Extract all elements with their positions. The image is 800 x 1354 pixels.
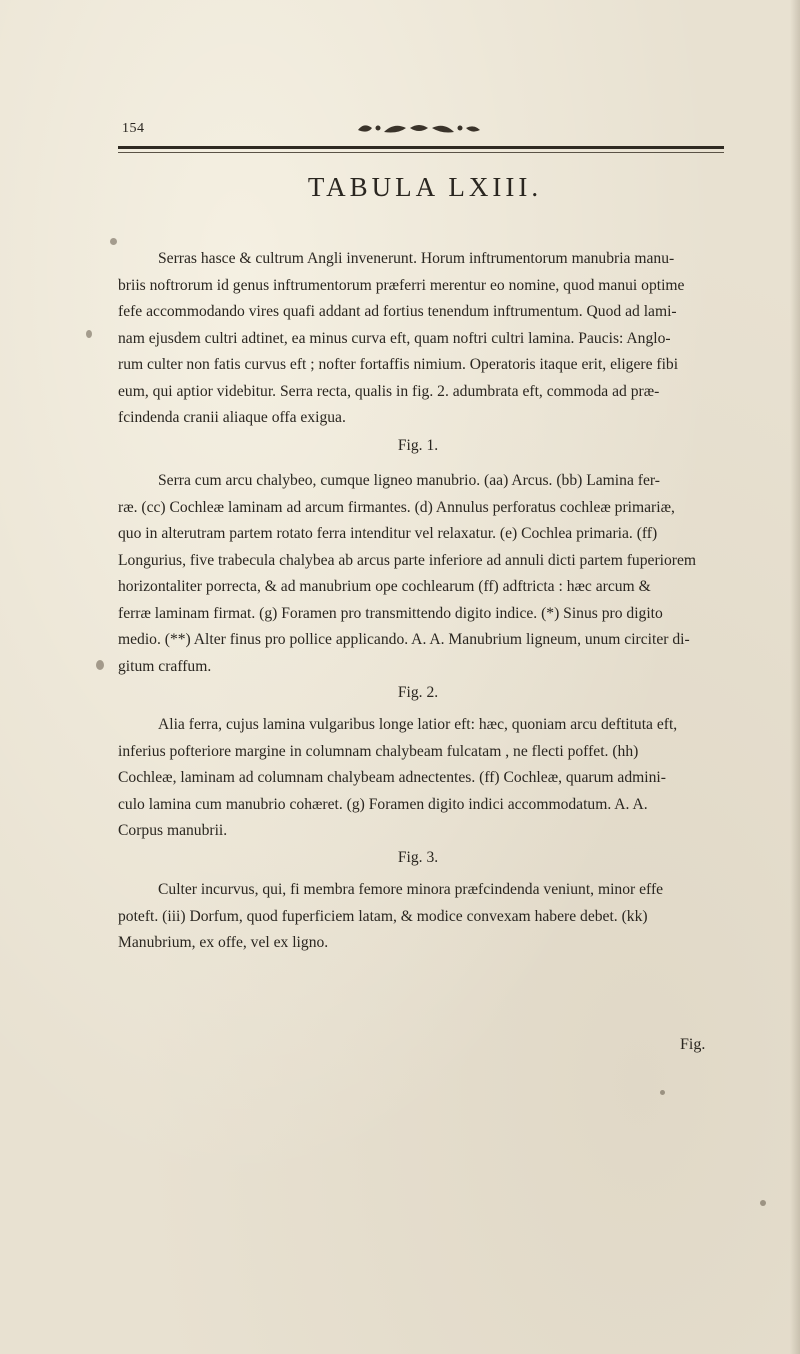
intro-line: fefe accommodando vires quafi addant ad fortius tenendum inftrumentum. Quod ad lami-	[118, 303, 677, 320]
fig2-heading: Fig. 2.	[397, 684, 439, 701]
fig1-line: ferræ laminam firmat. (g) Foramen pro transmittendo digito indice. (*) Sinus pro digito	[118, 604, 663, 622]
fig1-line: Longurius, five trabecula chalybea ab arcus parte inferiore ad annuli dicti partem fuperiorem	[118, 551, 697, 569]
intro-line: nam ejusdem cultri adtinet, ea minus curva eft, quam noftri cultri lamina. Paucis: Anglo-	[118, 329, 671, 347]
paper-speck	[760, 1200, 766, 1206]
fig2-line: Corpus manubrii.	[118, 822, 228, 839]
paper-speck	[110, 238, 117, 245]
plate-title: TABULA LXIII.	[307, 172, 543, 202]
intro-line: fcindenda cranii aliaque offa exigua.	[118, 409, 346, 426]
fig3-line: Culter incurvus, qui, fi membra femore minora præfcindenda veniunt, minor effe	[158, 881, 664, 898]
intro-line: Serras hasce & cultrum Angli invenerunt. Horum inftrumentorum manubria manu-	[158, 250, 675, 267]
fig2-line: Cochleæ, laminam ad columnam chalybeam adnectentes. (ff) Cochleæ, quarum admini-	[118, 769, 666, 786]
fig3-line: Manubrium, ex offe, vel ex ligno.	[118, 934, 329, 951]
header-rule-thin	[118, 152, 724, 153]
fig1-line: quo in alterutram partem rotato ferra intenditur vel relaxatur. (e) Cochlea primaria. (ff)	[118, 525, 658, 542]
fig2-paragraph	[118, 712, 758, 845]
intro-line: rum culter non fatis curvus eft ; nofter fortaffis nimium. Operatoris itaque erit, eligere fibi	[118, 356, 679, 373]
fig1-line: horizontaliter porrecta, & ad manubrium ope cochlearum (ff) adftricta : hæc arcum &	[118, 578, 651, 595]
fig1-line: ræ. (cc) Cochleæ laminam ad arcum firmantes. (d) Annulus perforatus cochleæ primariæ,	[118, 498, 675, 516]
intro-line: briis noftrorum id genus inftrumentorum præferri merentur eo nomine, quod manui optime	[118, 276, 685, 294]
fig2-line: culo lamina cum manubrio cohæret. (g) Foramen digito indici accommodatum. A. A.	[118, 795, 648, 813]
paper-speck	[660, 1090, 665, 1095]
fig1-line: Serra cum arcu chalybeo, cumque ligneo manubrio. (aa) Arcus. (bb) Lamina fer-	[158, 472, 660, 489]
paper-speck	[86, 330, 92, 338]
fig1-line: medio. (**) Alter finus pro pollice applicando. A. A. Manubrium ligneum, unum circiter di-	[118, 631, 690, 648]
page-edge-shadow	[790, 0, 800, 1354]
page-number: 154	[122, 121, 145, 136]
fig3-line: poteft. (iii) Dorfum, quod fuperficiem latam, & modice convexam habere debet. (kk)	[118, 907, 648, 925]
intro-paragraph	[118, 246, 758, 432]
fig2-line: Alia ferra, cujus lamina vulgaribus longe latior eft: hæc, quoniam arcu deftituta eft,	[158, 716, 678, 733]
fig3-heading: Fig. 3.	[397, 849, 439, 866]
header-ornament	[354, 118, 484, 140]
fig1-paragraph	[118, 468, 758, 680]
intro-line: eum, qui aptior videbitur. Serra recta, qualis in fig. 2. adumbrata eft, commoda ad præ-	[118, 382, 660, 400]
paper-speck	[96, 660, 104, 670]
catchword: Fig.	[680, 1036, 706, 1053]
fig2-line: inferius pofteriore margine in columnam chalybeam fulcatam , ne flecti poffet. (hh)	[118, 742, 639, 760]
fig1-line: gitum craffum.	[118, 657, 212, 675]
fig1-heading: Fig. 1.	[397, 437, 439, 454]
fig3-paragraph	[118, 877, 758, 957]
header-rule-thick	[118, 146, 724, 149]
